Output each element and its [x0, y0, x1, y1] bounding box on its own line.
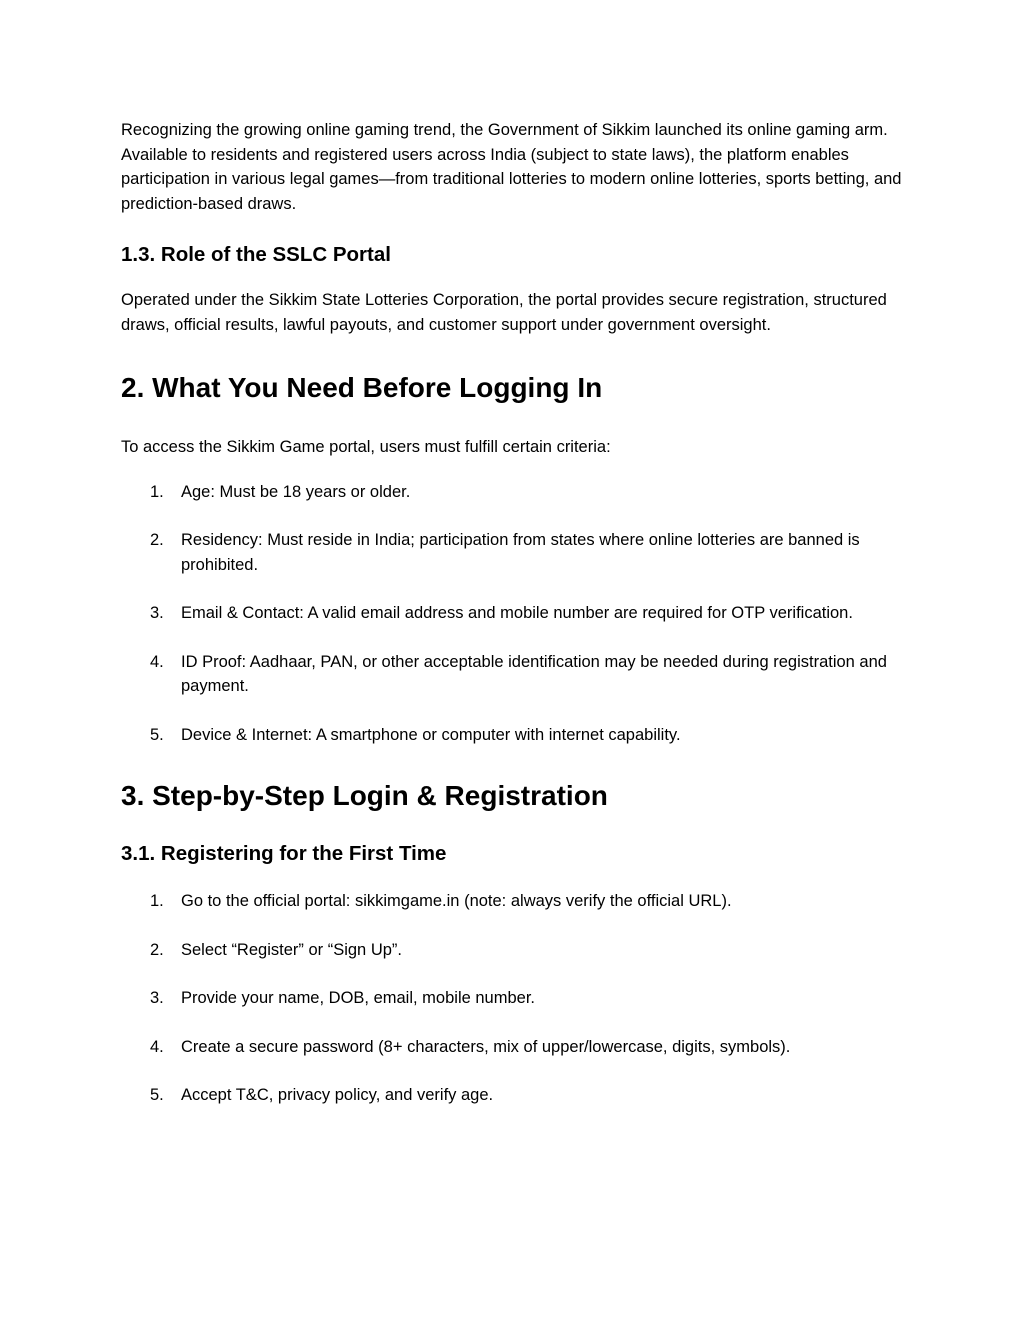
list-item-text: Accept T&C, privacy policy, and verify age. [181, 1086, 494, 1104]
list-item [121, 650, 911, 699]
section-paragraph-before-login: To access the Sikkim Game portal, users must fulfill certain criteria: [121, 438, 611, 456]
list-item-number: 5. [150, 1086, 164, 1104]
list-item-number: 1. [150, 892, 164, 910]
list-item-number: 1. [150, 482, 164, 501]
list-item-text: Device & Internet: A smartphone or computer with internet capability. [181, 725, 681, 744]
list-item-text: ID Proof: Aadhaar, PAN, or other acceptable identification may be needed during registration and payment. [181, 652, 887, 695]
list-item [121, 601, 911, 626]
list-item [121, 889, 911, 914]
section-heading-before-login: 2. What You Need Before Logging In [121, 372, 603, 403]
list-item-text: Email & Contact: A valid email address and mobile number are required for OTP verification. [181, 604, 853, 622]
list-item-number: 3. [150, 604, 164, 622]
list-item [121, 938, 911, 963]
list-item [121, 1035, 911, 1060]
list-item [121, 528, 911, 577]
section-heading-login-registration: 3. Step‑by‑Step Login & Registration [121, 780, 608, 811]
list-item [121, 1083, 911, 1108]
list-item-number: 2. [150, 531, 164, 549]
list-item [121, 986, 911, 1011]
section-paragraph-role-of-portal: Operated under the Sikkim State Lotteries Corporation, the portal provides secure registration, structured draws, official results, lawful payouts, and customer support under government oversight. [121, 291, 887, 334]
list-item-text: Age: Must be 18 years or older. [181, 482, 411, 501]
list-item-text: Select “Register” or “Sign Up”. [181, 940, 402, 959]
intro-paragraph: Recognizing the growing online gaming trend, the Government of Sikkim launched its online gaming arm. Available to residents and registered users across India (subject to state laws), the platform enables participation in various legal games—from traditional lotteries to modern online lotteries, sports betting, and prediction-based draws. [121, 121, 902, 213]
requirements-list [121, 480, 911, 748]
list-item-text: Residency: Must reside in India; participation from states where online lotteries are banned is prohibited. [181, 531, 860, 574]
list-item-text: Create a secure password (8+ characters, mix of upper/lowercase, digits, symbols). [181, 1037, 791, 1056]
list-item-number: 4. [150, 652, 164, 671]
list-item-text: Go to the official portal: sikkimgame.in (note: always verify the official URL). [181, 892, 732, 910]
list-item [121, 480, 911, 505]
list-item-number: 4. [150, 1037, 164, 1056]
subsection-heading-registering: 3.1. Registering for the First Time [121, 842, 447, 865]
document-page [121, 118, 911, 1108]
list-item-number: 5. [150, 725, 164, 744]
registration-steps-list [121, 889, 911, 1108]
list-item [121, 723, 911, 748]
section-heading-role-of-portal: 1.3. Role of the SSLC Portal [121, 243, 391, 266]
list-item-text: Provide your name, DOB, email, mobile number. [181, 989, 535, 1007]
list-item-number: 3. [150, 989, 164, 1007]
list-item-number: 2. [150, 940, 164, 959]
